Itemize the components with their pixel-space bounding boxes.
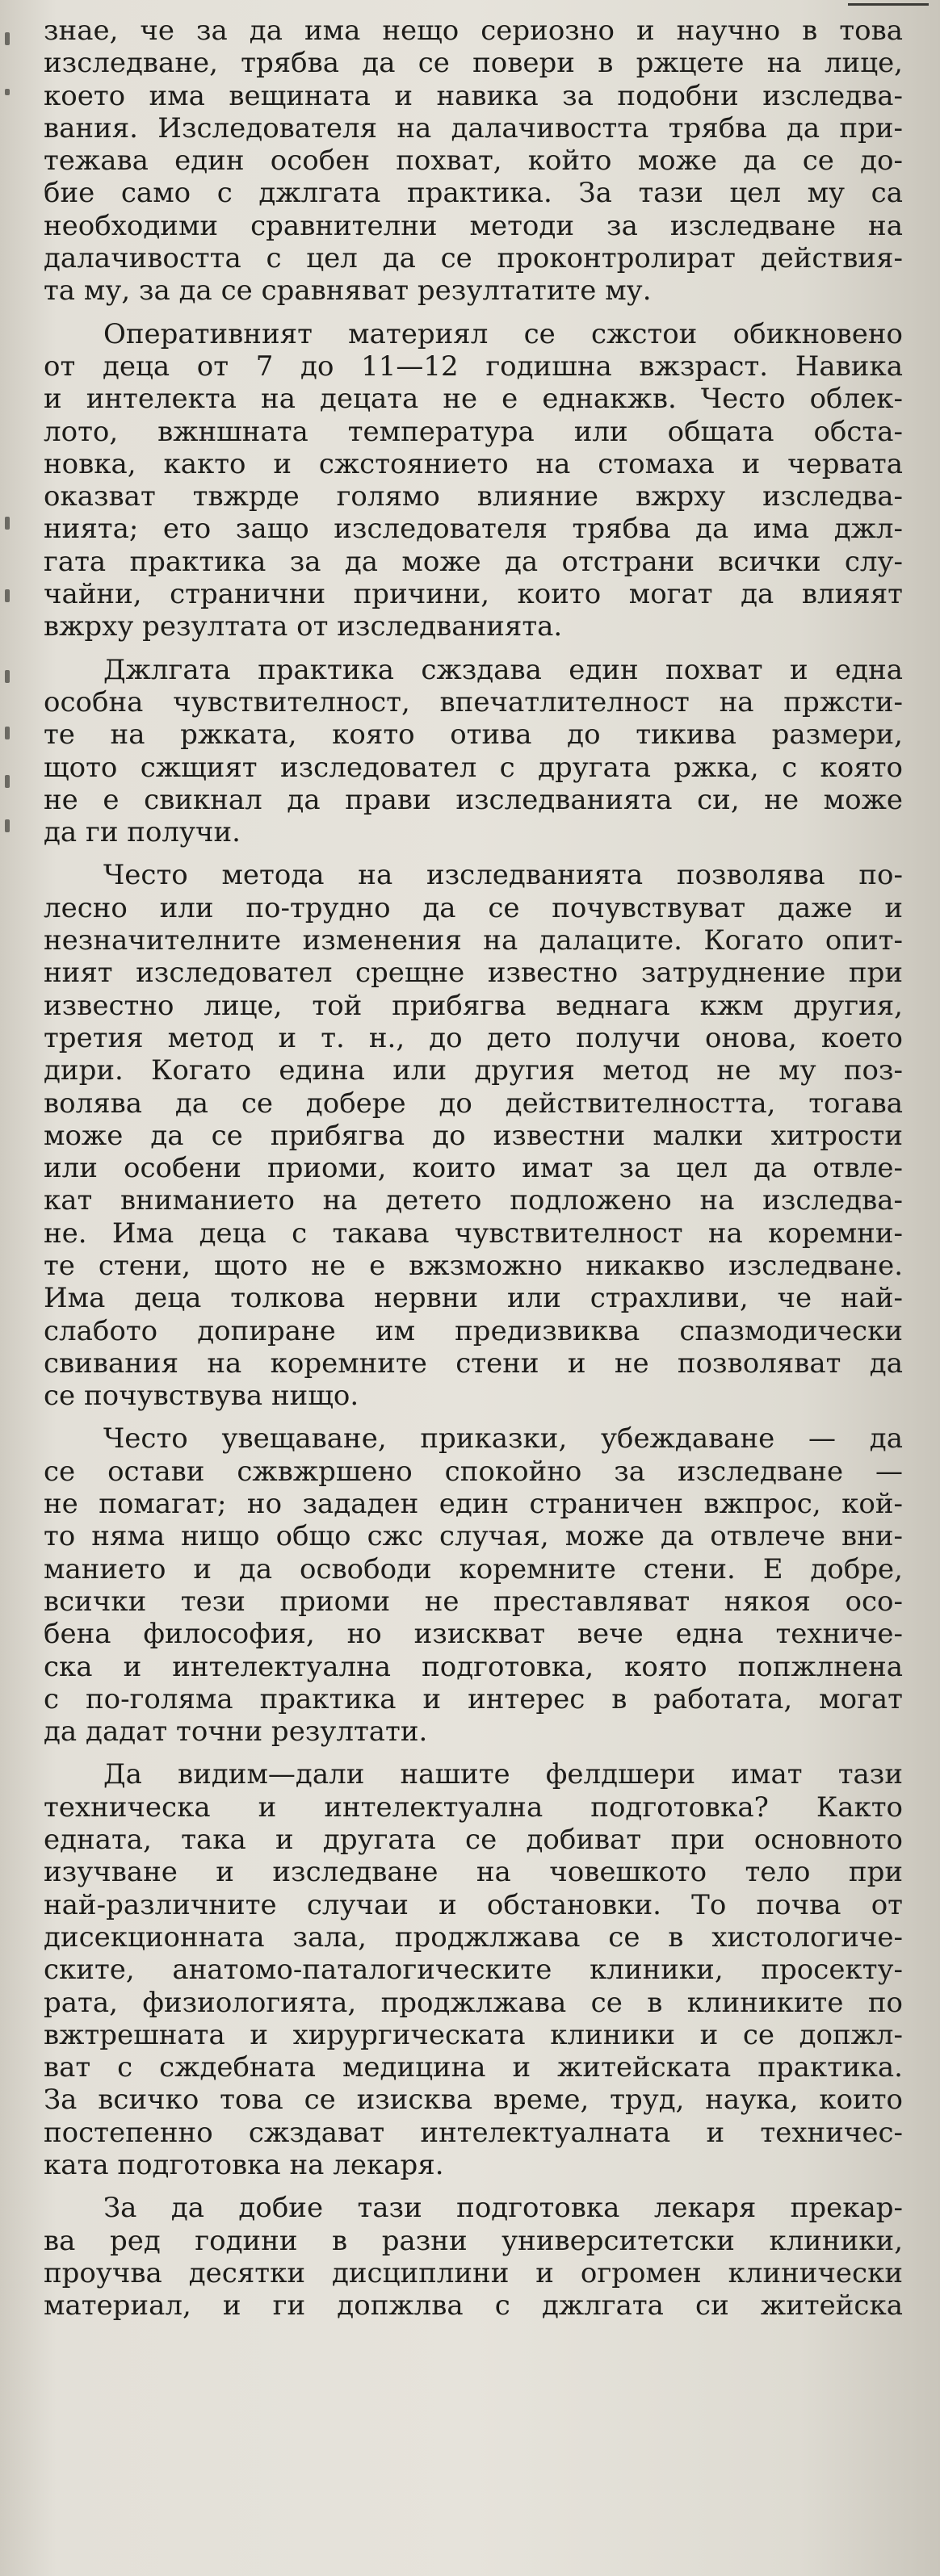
margin-mark bbox=[5, 819, 10, 832]
text-line: едната, така и другата се добиват при основното bbox=[44, 1824, 903, 1857]
text-line: чайни, странични причини, които могат да влияят bbox=[44, 578, 903, 611]
text-line: ват с сждебната медицина и житейската практика. bbox=[44, 2051, 903, 2084]
paragraph bbox=[44, 654, 903, 849]
text-line: необходими сравнителни методи за изследване на bbox=[44, 209, 903, 242]
text-line: Да видим—дали нашите фелдшери имат тази bbox=[103, 1758, 903, 1791]
text-line: Често увещаване, приказки, убеждаване — да bbox=[103, 1422, 903, 1456]
top-rule bbox=[848, 3, 929, 6]
paragraph-gap bbox=[44, 848, 903, 859]
text-line: лесно или по-трудно да се почувствуват даже и bbox=[44, 891, 903, 924]
text-line: да дадат точни резултати. bbox=[44, 1715, 428, 1749]
text-line: да ги получи. bbox=[44, 816, 241, 849]
text-line: не. Има деца с такава чувствителност на коремни- bbox=[44, 1217, 903, 1250]
text-line: новка, както и сжстоянието на стомаха и червата bbox=[44, 447, 903, 480]
text-line: За да добие тази подготовка лекаря прекар- bbox=[103, 2192, 903, 2225]
text-line: оказват твжрде голямо влияние вжрху изследва- bbox=[44, 480, 903, 513]
margin-mark bbox=[5, 89, 10, 95]
text-line: изучване и изследване на човешкото тело при bbox=[44, 1856, 903, 1889]
text-line: от деца от 7 до 11—12 годишна вжзраст. Навика bbox=[44, 350, 903, 383]
paragraph-gap bbox=[44, 643, 903, 654]
text-line: За всичко това се изисква време, труд, наука, които bbox=[44, 2084, 903, 2117]
text-line: ката подготовка на лекаря. bbox=[44, 2149, 444, 2181]
margin-mark bbox=[5, 517, 10, 530]
text-line: Има деца толкова нервни или страхливи, че най- bbox=[44, 1282, 903, 1315]
text-line: тежава един особен похват, който може да се до- bbox=[44, 145, 903, 178]
text-line: Често метода на изследванията позволява по- bbox=[103, 859, 903, 892]
text-line: бие само с джлгата практика. За тази цел му са bbox=[44, 177, 903, 210]
text-line: кат вниманието на детето подложено на изследва- bbox=[44, 1184, 903, 1217]
margin-mark bbox=[5, 589, 10, 602]
text-line: лото, вжншната температура или общата обста- bbox=[44, 415, 903, 448]
paragraph bbox=[44, 1422, 903, 1748]
text-line: рата, физиологията, проджлжава се в клиниките по bbox=[44, 1986, 903, 2019]
text-line: знае, че за да има нещо сериозно и научно в това bbox=[44, 15, 903, 47]
paragraph bbox=[44, 859, 903, 1412]
text-line: нията; ето защо изследователя трябва да има джл- bbox=[44, 513, 903, 546]
text-line: вания. Изследователя на далачивостта трябва да при- bbox=[44, 111, 903, 145]
text-line: или особени приоми, които имат за цел да отвле- bbox=[44, 1152, 903, 1185]
paragraph bbox=[44, 318, 903, 643]
text-line: проучва десятки дисциплини и огромен клинически bbox=[44, 2256, 903, 2289]
paragraph bbox=[44, 2192, 903, 2322]
text-column bbox=[44, 15, 903, 2322]
paragraph-gap bbox=[44, 2181, 903, 2192]
text-line: може да се прибягва до известни малки хитрости bbox=[44, 1119, 903, 1152]
text-line: гата практика за да може да отстрани всички слу- bbox=[44, 545, 903, 578]
text-line: вжтрешната и хирургическата клиники и се допжл- bbox=[44, 2018, 903, 2051]
text-line: особна чувствителност, впечатлителност на пржсти- bbox=[44, 685, 903, 718]
text-line: щото сжщият изследовател с другата ржка, с която bbox=[44, 751, 903, 784]
text-line: слабото допиране им предизвиква спазмодически bbox=[44, 1314, 903, 1347]
text-line: известно лице, той прибягва веднага кжм другия, bbox=[44, 989, 903, 1022]
paragraph-gap bbox=[44, 1412, 903, 1422]
text-line: което има вещината и навика за подобни изследва- bbox=[44, 79, 903, 112]
text-line: с по-голяма практика и интерес в работата, могат bbox=[44, 1682, 903, 1715]
paragraph bbox=[44, 1758, 903, 2181]
text-line: ният изследовател срещне известно затруднение при bbox=[44, 957, 903, 990]
text-line: ска и интелектуална подготовка, която попжлнена bbox=[44, 1650, 903, 1683]
text-line: третия метод и т. н., до дето получи онова, което bbox=[44, 1021, 903, 1054]
text-line: не помагат; но зададен един страничен вжпрос, кой- bbox=[44, 1488, 903, 1521]
margin-mark bbox=[5, 32, 10, 45]
text-line: ските, анатомо-паталогическите клиники, просекту- bbox=[44, 1954, 903, 1987]
text-line: Джлгата практика сжздава един похват и една bbox=[103, 653, 903, 686]
text-line: дисекционната зала, проджлжава се в хистологиче- bbox=[44, 1920, 903, 1954]
text-line: изследване, трябва да се повери в ржцете на лице, bbox=[44, 47, 903, 80]
text-line: далачивостта с цел да се проконтролират действия- bbox=[44, 242, 903, 275]
paragraph-gap bbox=[44, 1748, 903, 1758]
text-line: материал, и ги допжлва с джлгата си житейска bbox=[44, 2289, 903, 2323]
text-line: и интелекта на децата не е еднакжв. Често облек- bbox=[44, 383, 903, 416]
text-line: се почувствува нищо. bbox=[44, 1380, 359, 1413]
paragraph-gap bbox=[44, 308, 903, 318]
text-line: те стени, щото не е вжзможно никакво изследване. bbox=[44, 1249, 903, 1282]
text-line: волява да се добере до действителността, тогава bbox=[44, 1087, 903, 1120]
text-line: вжрху резултата от изследванията. bbox=[44, 610, 563, 643]
text-line: постепенно сжздават интелектуалната и техничес- bbox=[44, 2116, 903, 2149]
text-line: манието и да освободи коремните стени. Е добре, bbox=[44, 1552, 903, 1585]
text-line: най-различните случаи и обстановки. То почва от bbox=[44, 1888, 903, 1921]
text-line: се остави сжвжршено спокойно за изследване — bbox=[44, 1455, 903, 1488]
text-line: те на ржката, която отива до тикива размери, bbox=[44, 718, 903, 752]
text-line: то няма нищо общо сжс случая, може да отвлече вни- bbox=[44, 1520, 903, 1553]
text-line: ва ред години в разни университетски клиники, bbox=[44, 2224, 903, 2257]
margin-mark bbox=[5, 727, 10, 739]
margin-mark bbox=[5, 775, 10, 788]
text-line: всички тези приоми не преставляват някоя осо- bbox=[44, 1585, 903, 1618]
text-line: Оперативният материял се сжстои обикновено bbox=[103, 317, 903, 350]
text-line: не е свикнал да прави изследванията си, не може bbox=[44, 783, 903, 816]
text-line: та му, за да се сравняват резултатите му. bbox=[44, 274, 652, 308]
text-line: бена философия, но изискват вече една техниче- bbox=[44, 1618, 903, 1651]
left-margin-marks bbox=[0, 0, 23, 2576]
margin-mark bbox=[5, 670, 10, 683]
text-line: дири. Когато едина или другия метод не му поз- bbox=[44, 1054, 903, 1087]
text-line: незначителните изменения на далаците. Когато опит- bbox=[44, 924, 903, 957]
paragraph bbox=[44, 15, 903, 308]
text-line: техническа и интелектуална подготовка? Както bbox=[44, 1791, 903, 1824]
text-line: свивания на коремните стени и не позволяват да bbox=[44, 1347, 903, 1380]
